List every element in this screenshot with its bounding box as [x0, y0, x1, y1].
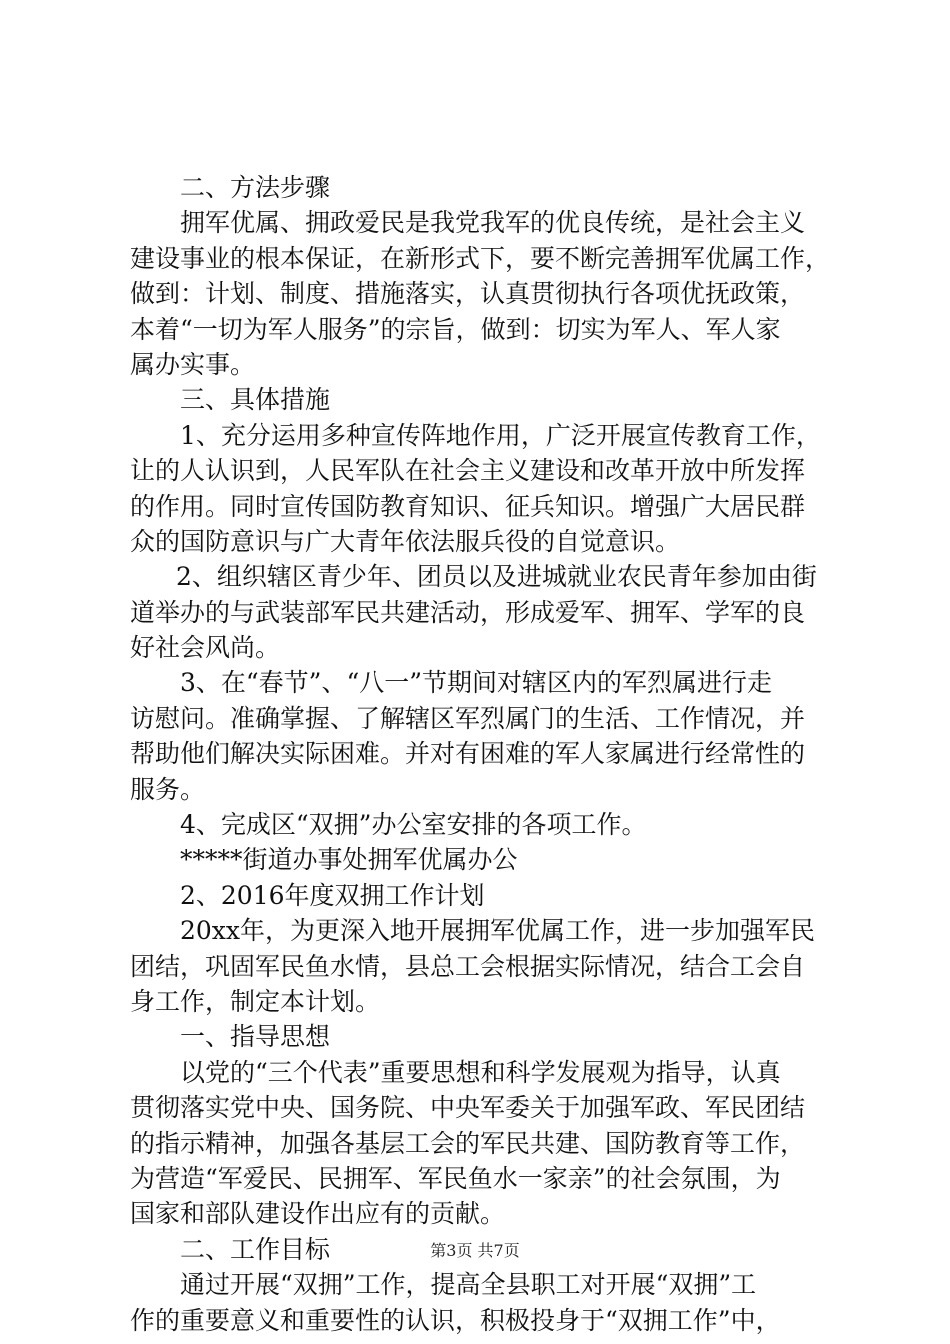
text-line: 建设事业的根本保证，在新形式下，要不断完善拥军优属工作，	[130, 243, 830, 273]
text-line: 贯彻落实党中央、国务院、中央军委关于加强军政、军民团结	[130, 1093, 806, 1123]
text-line: 为营造“军爱民、民拥军、军民鱼水一家亲”的社会氛围，为	[130, 1163, 781, 1193]
text-line: 身工作，制定本计划。	[130, 986, 381, 1016]
text-line: 二、方法步骤	[180, 173, 331, 202]
text-line: 二、工作目标	[180, 1234, 331, 1264]
text-line: 众的国防意识与广大青年依法服兵役的自觉意识。	[130, 526, 681, 556]
text-line: *****街道办事处拥军优属办公	[180, 845, 518, 875]
text-line: 2、2016年度双拥工作计划	[180, 880, 485, 910]
text-line: 20xx年，为更深入地开展拥军优属工作，进一步加强军民	[180, 916, 816, 946]
text-line: 以党的“三个代表”重要思想和科学发展观为指导，认真	[180, 1057, 781, 1087]
text-line: 做到：计划、制度、措施落实，认真贯彻执行各项优抚政策，	[130, 279, 806, 309]
text-line: 属办实事。	[130, 349, 256, 379]
text-line: 服务。	[130, 774, 206, 804]
page-footer: 第3页 共7页	[430, 1241, 520, 1260]
text-line: 道举办的与武装部军民共建活动，形成爱军、拥军、学军的良	[130, 597, 806, 627]
text-line: 1、充分运用多种宣传阵地作用，广泛开展宣传教育工作，	[180, 420, 821, 450]
text-line: 一、指导思想	[180, 1022, 331, 1052]
text-line: 帮助他们解决实际困难。并对有困难的军人家属进行经常性的	[130, 739, 806, 769]
text-line: 作的重要意义和重要性的认识，积极投身于“双拥工作”中，	[130, 1305, 781, 1335]
text-line: 的作用。同时宣传国防教育知识、征兵知识。增强广大居民群	[130, 491, 806, 521]
document-body	[130, 170, 830, 1338]
text-line: 3、在“春节”、“八一”节期间对辖区内的军烈属进行走	[180, 668, 773, 698]
text-line: 4、完成区“双拥”办公室安排的各项工作。	[180, 810, 647, 840]
text-line: 拥军优属、拥政爱民是我党我军的优良传统，是社会主义	[180, 208, 806, 238]
text-line: 访慰问。准确掌握、了解辖区军烈属门的生活、工作情况，并	[130, 703, 806, 733]
text-line: 三、具体措施	[180, 385, 331, 415]
text-line: 国家和部队建设作出应有的贡献。	[130, 1199, 506, 1229]
text-line: 本着“一切为军人服务”的宗旨，做到：切实为军人、军人家	[130, 314, 781, 344]
text-line: 的指示精神，加强各基层工会的军民共建、国防教育等工作，	[130, 1128, 806, 1158]
text-line: 通过开展“双拥”工作，提高全县职工对开展“双拥”工	[180, 1270, 757, 1300]
text-line: 2、组织辖区青少年、团员以及进城就业农民青年参加由街	[176, 562, 817, 592]
text-line: 让的人认识到，人民军队在社会主义建设和改革开放中所发挥	[130, 456, 806, 486]
text-line: 团结，巩固军民鱼水情，县总工会根据实际情况，结合工会自	[130, 951, 806, 981]
text-line: 好社会风尚。	[130, 633, 281, 663]
